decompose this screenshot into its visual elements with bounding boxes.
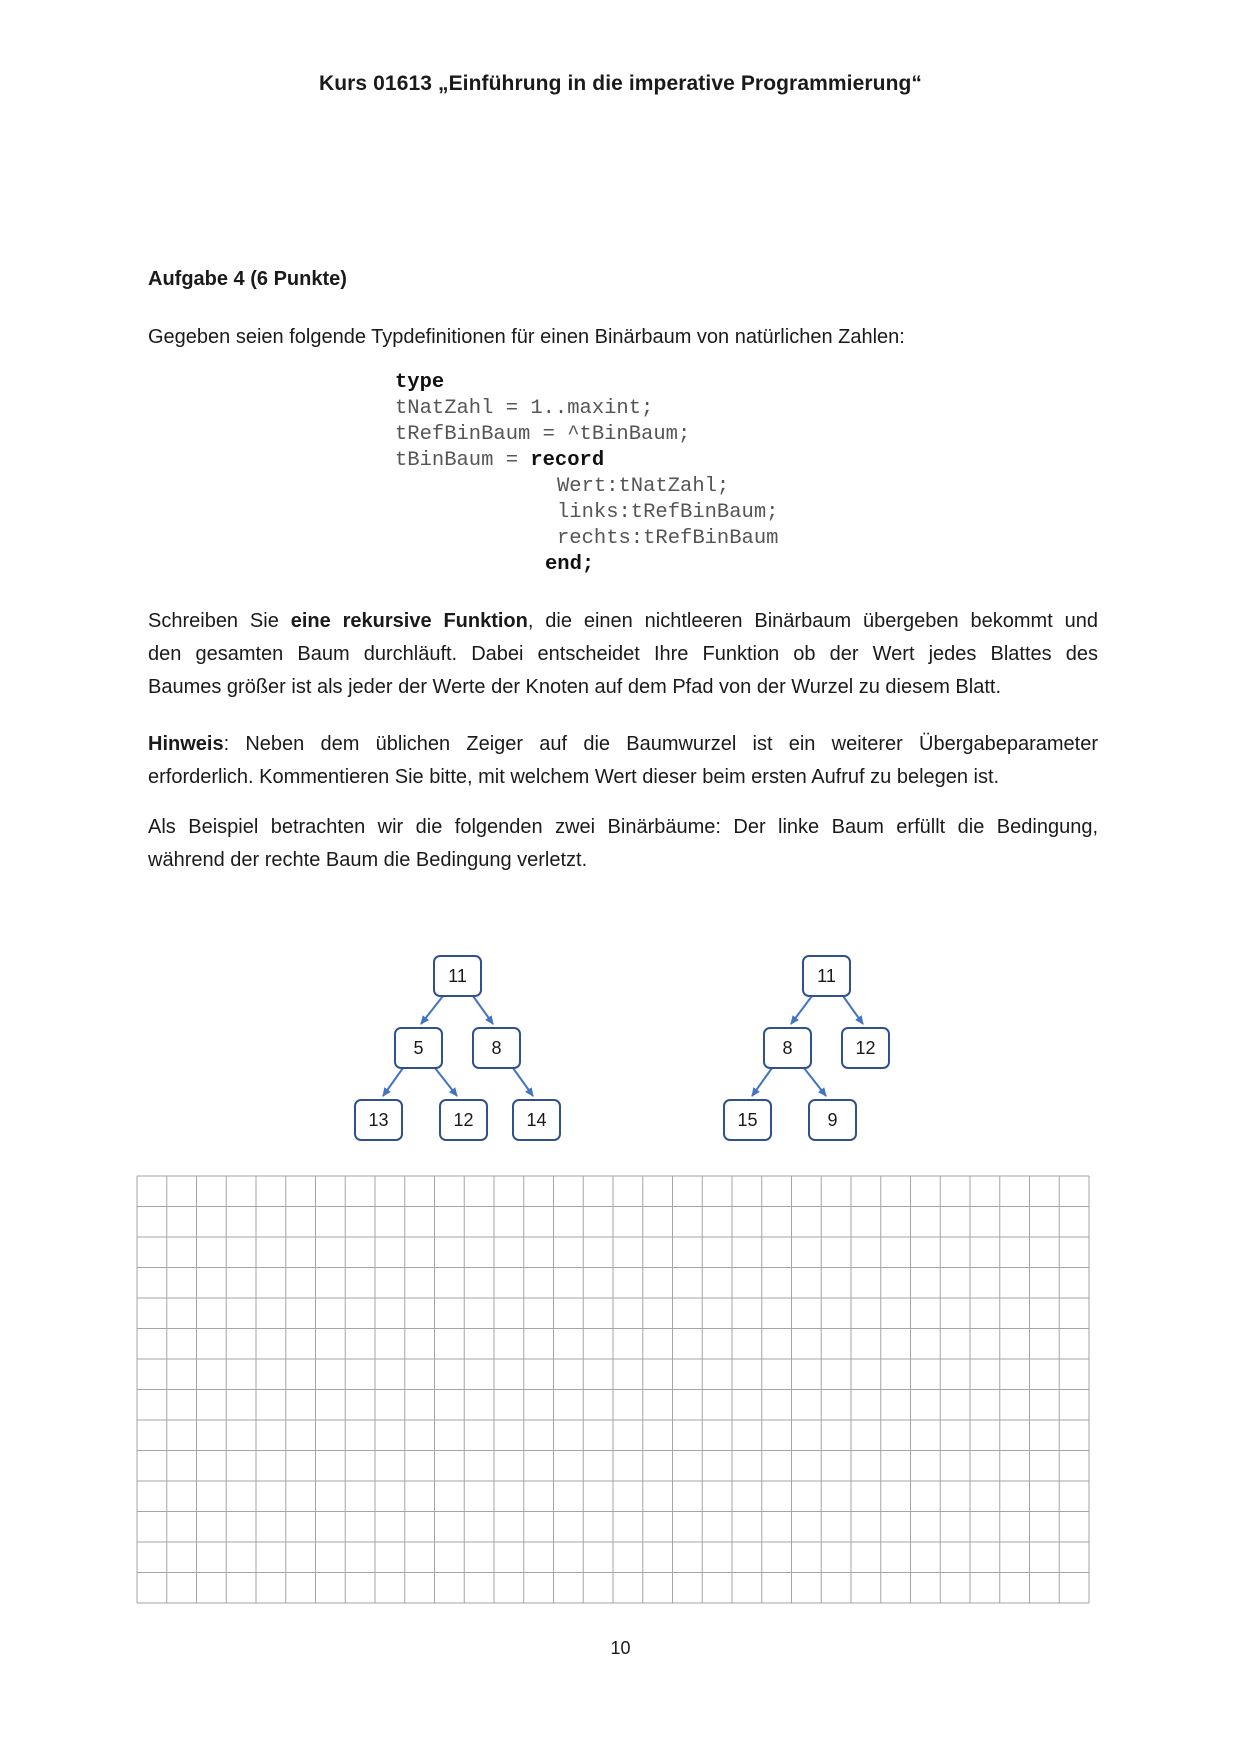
left-tree-nodes bbox=[355, 956, 560, 1140]
code-end-keyword: end; bbox=[545, 553, 595, 576]
page-header: Kurs 01613 „Einführung in die imperative Programmierung“ bbox=[318, 72, 923, 95]
paragraph-line: während der rechte Baum die Bedingung verletzt. bbox=[148, 849, 588, 871]
node-value: 9 bbox=[827, 1110, 838, 1130]
edge-arrow bbox=[421, 996, 443, 1024]
edge-arrow bbox=[435, 1068, 457, 1096]
code-field-rechts: rechts:tRefBinBaum bbox=[557, 527, 779, 550]
hint-label: Hinweis bbox=[148, 733, 224, 755]
code-field-wert: Wert:tNatZahl; bbox=[557, 475, 730, 498]
tree-node bbox=[724, 1100, 771, 1140]
answer-grid[interactable] bbox=[137, 1176, 1089, 1603]
paragraph-text: : Neben dem üblichen Zeiger auf die Baumwurzel ist ein weiterer Übergabeparameter bbox=[223, 733, 1098, 755]
task-intro: Gegeben seien folgende Typdefinitionen für einen Binärbaum von natürlichen Zahlen: bbox=[148, 326, 905, 348]
edge-arrow bbox=[383, 1068, 403, 1096]
paragraph-text: , die einen nichtleeren Binärbaum übergeben bekommt und bbox=[527, 610, 1099, 632]
node-value: 14 bbox=[526, 1110, 547, 1130]
paragraph-line: den gesamten Baum durchläuft. Dabei entscheidet Ihre Funktion ob der Wert jedes Blattes des bbox=[148, 643, 1098, 665]
tree-node bbox=[803, 956, 850, 996]
node-value: 11 bbox=[817, 966, 836, 986]
tree-node bbox=[395, 1028, 442, 1068]
node-value: 8 bbox=[782, 1038, 793, 1058]
edge-arrow bbox=[791, 996, 812, 1024]
paragraph-line: erforderlich. Kommentieren Sie bitte, mit welchem Wert dieser beim ersten Aufruf zu belegen ist. bbox=[148, 766, 1000, 788]
tree-node bbox=[513, 1100, 560, 1140]
task-title: Aufgabe 4 (6 Punkte) bbox=[148, 268, 347, 290]
code-binbaum-prefix: tBinBaum = bbox=[395, 449, 531, 472]
node-value: 12 bbox=[855, 1038, 876, 1058]
code-natzahl-line: tNatZahl = 1..maxint; bbox=[395, 397, 654, 420]
edge-arrow bbox=[513, 1068, 533, 1096]
code-refbinbaum-line: tRefBinBaum = ^tBinBaum; bbox=[395, 423, 691, 446]
edge-arrow bbox=[752, 1068, 772, 1096]
page-number: 10 bbox=[610, 1638, 631, 1658]
edge-arrow bbox=[843, 996, 863, 1024]
paragraph-line: Baumes größer ist als jeder der Werte der Knoten auf dem Pfad von der Wurzel zu diesem Blatt. bbox=[148, 676, 1001, 698]
tree-node bbox=[355, 1100, 402, 1140]
code-type-keyword: type bbox=[395, 371, 445, 394]
tree-node bbox=[473, 1028, 520, 1068]
tree-node bbox=[764, 1028, 811, 1068]
edge-arrow bbox=[804, 1068, 826, 1096]
paragraph-bold-text: eine rekursive Funktion bbox=[290, 610, 528, 632]
tree-node bbox=[440, 1100, 487, 1140]
node-value: 8 bbox=[491, 1038, 502, 1058]
node-value: 15 bbox=[737, 1110, 758, 1130]
paragraph-text: Schreiben Sie bbox=[148, 610, 291, 632]
node-value: 11 bbox=[448, 966, 467, 986]
edge-arrow bbox=[473, 996, 493, 1024]
tree-node bbox=[842, 1028, 889, 1068]
node-value: 5 bbox=[413, 1038, 424, 1058]
node-value: 13 bbox=[368, 1110, 389, 1130]
tree-node bbox=[809, 1100, 856, 1140]
node-value: 12 bbox=[453, 1110, 474, 1130]
right-tree-nodes bbox=[724, 956, 889, 1140]
paragraph-line: Als Beispiel betrachten wir die folgenden zwei Binärbäume: Der linke Baum erfüllt die Bedingung, bbox=[148, 816, 1098, 838]
tree-node bbox=[434, 956, 481, 996]
code-record-keyword: record bbox=[530, 449, 605, 472]
code-field-links: links:tRefBinBaum; bbox=[557, 501, 779, 524]
